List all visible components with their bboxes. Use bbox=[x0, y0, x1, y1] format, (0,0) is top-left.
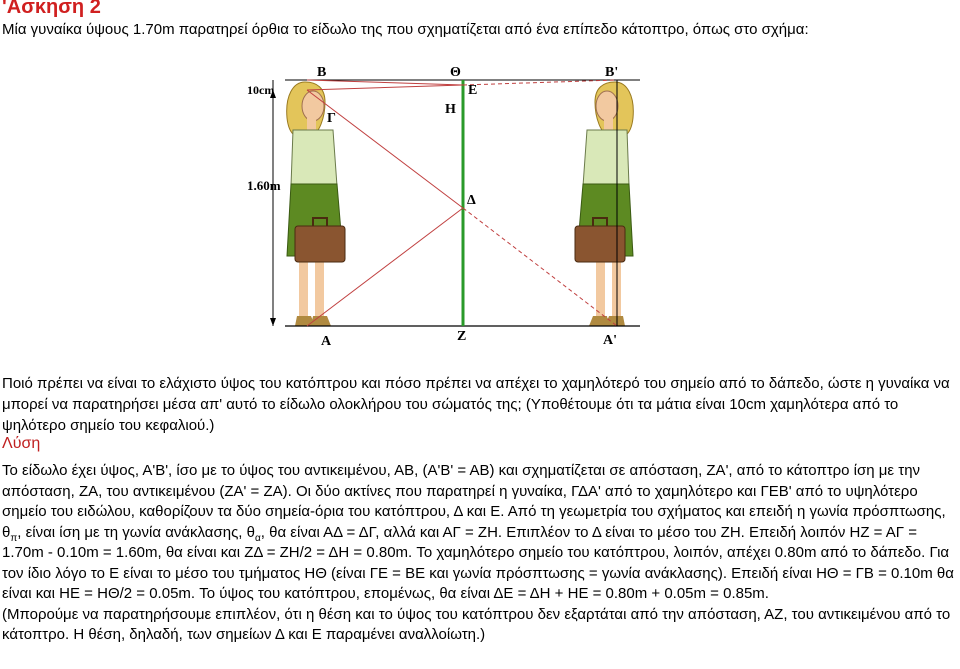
woman-image bbox=[575, 82, 633, 326]
label-10cm: 10cm bbox=[247, 83, 275, 97]
exercise-title: 'Ασκηση 2 bbox=[2, 0, 101, 18]
woman-figure bbox=[287, 82, 345, 326]
label-e: E bbox=[468, 83, 478, 98]
solution-part-3: , θα είναι ΑΔ = ΔΓ, αλλά και ΑΓ = ΖΗ. Επιπλέον το Δ είναι το μέσο του ΖΗ. Επειδή λοιπόν ΗΖ = ΑΓ = 1.70m - 0.10m = 1.60m, θα είναι και ΖΔ = ΖΗ/2 = ΔΗ = 0.80m. Το χαμηλότερο σημείο του κατόπτρου, λοιπόν, απέχει 0.80m από το δάπεδο. Για τον ίδιο λόγο το Ε είναι το μέσο του τμήματος ΗΘ (είναι ΓΕ = ΒΕ και γωνία πρόσπτωσης = γωνία ανάκλασης). Επειδή είναι ΗΘ = ΓΒ = 0.10m θα είναι και ΗΕ = ΗΘ/2 = 0.05m. Το ύψος του κατόπτρου, επομένως, θα είναι ΔΕ = ΔΗ + ΗΕ = 0.80m + 0.05m = 0.85m. bbox=[2, 523, 954, 602]
label-theta: Θ bbox=[450, 65, 461, 80]
subscript-pi: π bbox=[10, 532, 18, 544]
label-160m: 1.60m bbox=[247, 178, 281, 193]
label-a: A bbox=[321, 334, 332, 349]
label-h: H bbox=[445, 102, 456, 117]
mirror-diagram bbox=[245, 58, 675, 350]
solution-text bbox=[2, 461, 957, 646]
intro-text: Μία γυναίκα ύψους 1.70m παρατηρεί όρθια το είδωλο της που σχηματίζεται από ένα επίπεδο κάτοπτρο, όπως στο σχήμα: bbox=[2, 21, 809, 38]
label-d: Δ bbox=[467, 193, 476, 208]
label-bp: B' bbox=[605, 65, 619, 80]
label-g: Γ bbox=[327, 111, 336, 126]
ray-e-bp bbox=[463, 80, 617, 85]
ray-b-e bbox=[307, 80, 463, 85]
solution-part-2: , είναι ίση με τη γωνία ανάκλασης, θ bbox=[17, 523, 255, 541]
label-z: Z bbox=[457, 329, 467, 344]
label-b: B bbox=[317, 65, 327, 80]
ray-g-e bbox=[307, 85, 463, 90]
solution-note: (Μπορούμε να παρατηρήσουμε επιπλέον, ότι η θέση και το ύψος του κατόπτρου δεν εξαρτάται από την απόσταση, ΑΖ, του αντικειμένου από το κάτοπτρο. Η θέση, δηλαδή, των σημείων Δ και Ε παραμένει αναλλοίωτη.) bbox=[2, 605, 951, 643]
solution-part-1: Το είδωλο έχει ύψος, Α'Β', ίσο με το ύψος του αντικειμένου, ΑΒ, (Α'Β' = ΑΒ) και σχηματίζεται σε απόσταση, ΖΑ', από το κάτοπτρο ίση με την απόσταση, ΖΑ, του αντικειμένου (ΖΑ' = ΖΑ). Οι δύο ακτίνες που παρατηρεί η γυναίκα, ΓΔΑ' από το χαμηλότερο και ΓΕΒ' από το υψηλότερο σημείο του ειδώλου, καθορίζουν τα δύο σημεία-όρια του κατόπτρου, Δ και Ε. Από τη γεωμετρία του σχήματος και επειδή η γωνία πρόσπτωσης, θ bbox=[2, 462, 946, 541]
question-text: Ποιό πρέπει να είναι το ελάχιστο ύψος του κατόπτρου και πόσο πρέπει να απέχει το χαμηλότερό του σημείο από το δάπεδο, ώστε η γυναίκα να μπορεί να παρατηρήσει μέσα απ' αυτό το είδωλο ολοκλήρου του σώματός της; (Υποθέτουμε ότι τα μάτια είναι 10cm χαμηλότερα από το ψηλότερο σημείο του κεφαλιού.) bbox=[2, 375, 950, 434]
label-ap: A' bbox=[603, 333, 617, 348]
subscript-alpha: α bbox=[255, 532, 261, 544]
solution-heading: Λύση bbox=[2, 435, 41, 452]
